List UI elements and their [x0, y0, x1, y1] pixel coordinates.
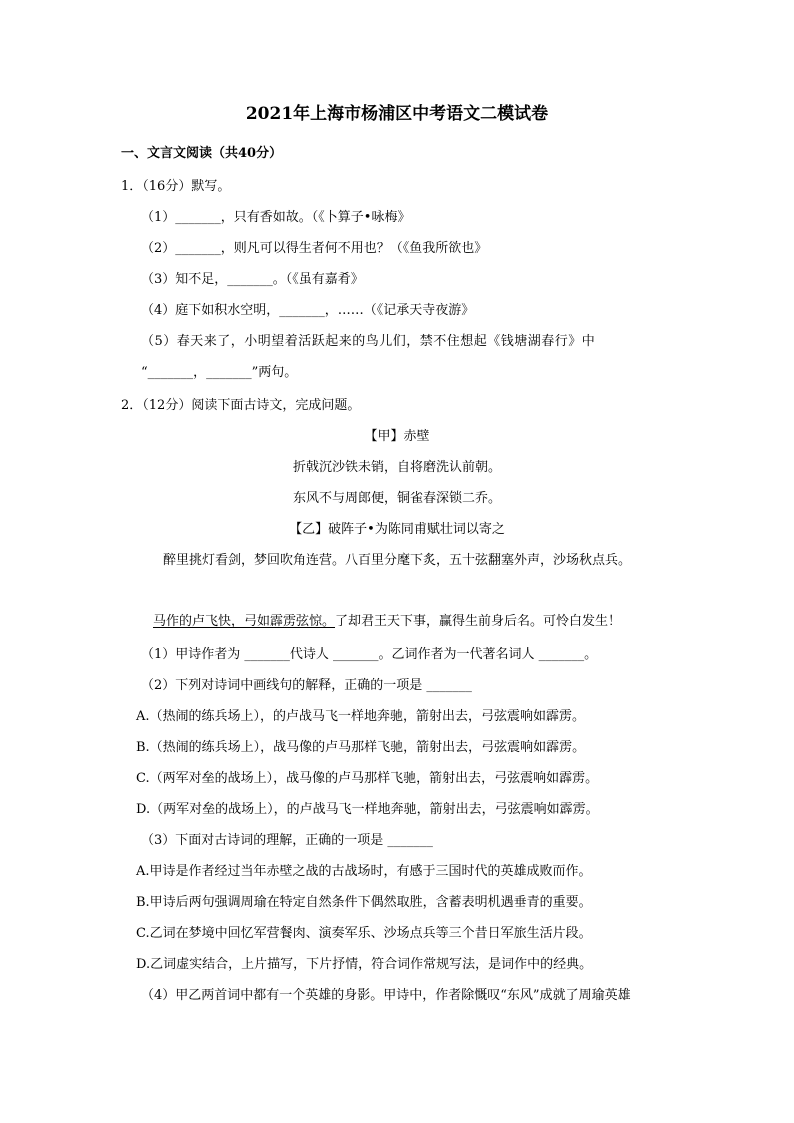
question-2-sub-3-stem: （3）下面对古诗词的理解，正确的一项是 _______ [141, 833, 433, 848]
section-heading-classical-reading: 一、文言文阅读（共40分） [121, 146, 283, 161]
question-1-item-1: （1）_______，只有香如故。（《卜算子•咏梅》 [141, 210, 411, 225]
exam-title: 2021年上海市杨浦区中考语文二模试卷 [245, 104, 549, 124]
poem-b-line-1: 醉里挑灯看剑，梦回吹角连营。八百里分麾下炙，五十弦翻塞外声，沙场秋点兵。 [162, 553, 631, 568]
question-2-sub-2-stem: （2）下列对诗词中画线句的解释，正确的一项是 _______ [141, 678, 472, 693]
question-2-stem: 2．（12分）阅读下面古诗文，完成问题。 [121, 398, 361, 413]
question-1-stem: 1．（16分）默写。 [121, 179, 231, 194]
poem-b-underlined-sentence: 马作的卢飞快，弓如霹雳弦惊。 [153, 614, 336, 629]
question-2-sub-2-option-c: C.（两军对垒的战场上），战马像的卢马那样飞驰，箭射出去，弓弦震响如霹雳。 [136, 771, 599, 786]
question-2-sub-3-option-d: D.乙词虚实结合，上片描写，下片抒情，符合词作常规写法，是词作中的经典。 [136, 957, 593, 972]
question-2-sub-2-option-d: D.（两军对垒的战场上），的卢战马飞一样地奔驰，箭射出去，弓弦震响如霹雳。 [136, 802, 599, 817]
question-2-sub-3-option-a: A.甲诗是作者经过当年赤壁之战的古战场时，有感于三国时代的英雄成败而作。 [136, 864, 592, 879]
question-1-item-5: （5）春天来了，小明望着活跃起来的鸟儿们，禁不住想起《钱塘湖春行》中 [141, 334, 596, 349]
poem-a-title: 【甲】赤壁 [364, 429, 430, 444]
question-1-item-3: （3）知不足，_______。（《虽有嘉肴》 [141, 272, 364, 287]
poem-b-line-2-rest: 了却君王天下事，赢得生前身后名。可怜白发生！ [335, 614, 622, 629]
poem-b-title: 【乙】破阵子•为陈同甫赋壮词以寄之 [289, 522, 505, 537]
question-2-sub-1: （1）甲诗作者为 _______代诗人 _______。乙词作者为一代著名词人 _______。 [141, 647, 598, 662]
poem-a-line-2: 东风不与周郎便，铜雀春深锁二乔。 [292, 491, 501, 506]
question-2-sub-2-option-b: B.（热闹的练兵场上），战马像的卢马那样飞驰，箭射出去，弓弦震响如霹雳。 [136, 740, 586, 755]
question-1-item-4: （4）庭下如积水空明，_______，……（《记承天寺夜游》 [141, 303, 475, 318]
poem-a-line-1: 折戟沉沙铁未销，自将磨洗认前朝。 [292, 460, 501, 475]
question-1-item-2: （2）_______，则凡可以得生者何不用也？（《鱼我所欲也》 [141, 241, 488, 256]
question-2-sub-3-option-c: C.乙词在梦境中回忆军营餐肉、演奏军乐、沙场点兵等三个昔日军旅生活片段。 [136, 926, 592, 941]
question-1-item-5-continued: “_______，_______”两句。 [141, 365, 298, 380]
question-2-sub-2-option-a: A.（热闹的练兵场上），的卢战马飞一样地奔驰，箭射出去，弓弦震响如霹雳。 [136, 709, 586, 724]
question-2-sub-4: （4）甲乙两首词中都有一个英雄的身影。甲诗中，作者除慨叹“东风”成就了周瑜英雄 [141, 988, 631, 1003]
poem-b-line-2 [153, 613, 794, 631]
question-2-sub-3-option-b: B.甲诗后两句强调周瑜在特定自然条件下偶然取胜，含蓄表明机遇垂青的重要。 [136, 895, 592, 910]
